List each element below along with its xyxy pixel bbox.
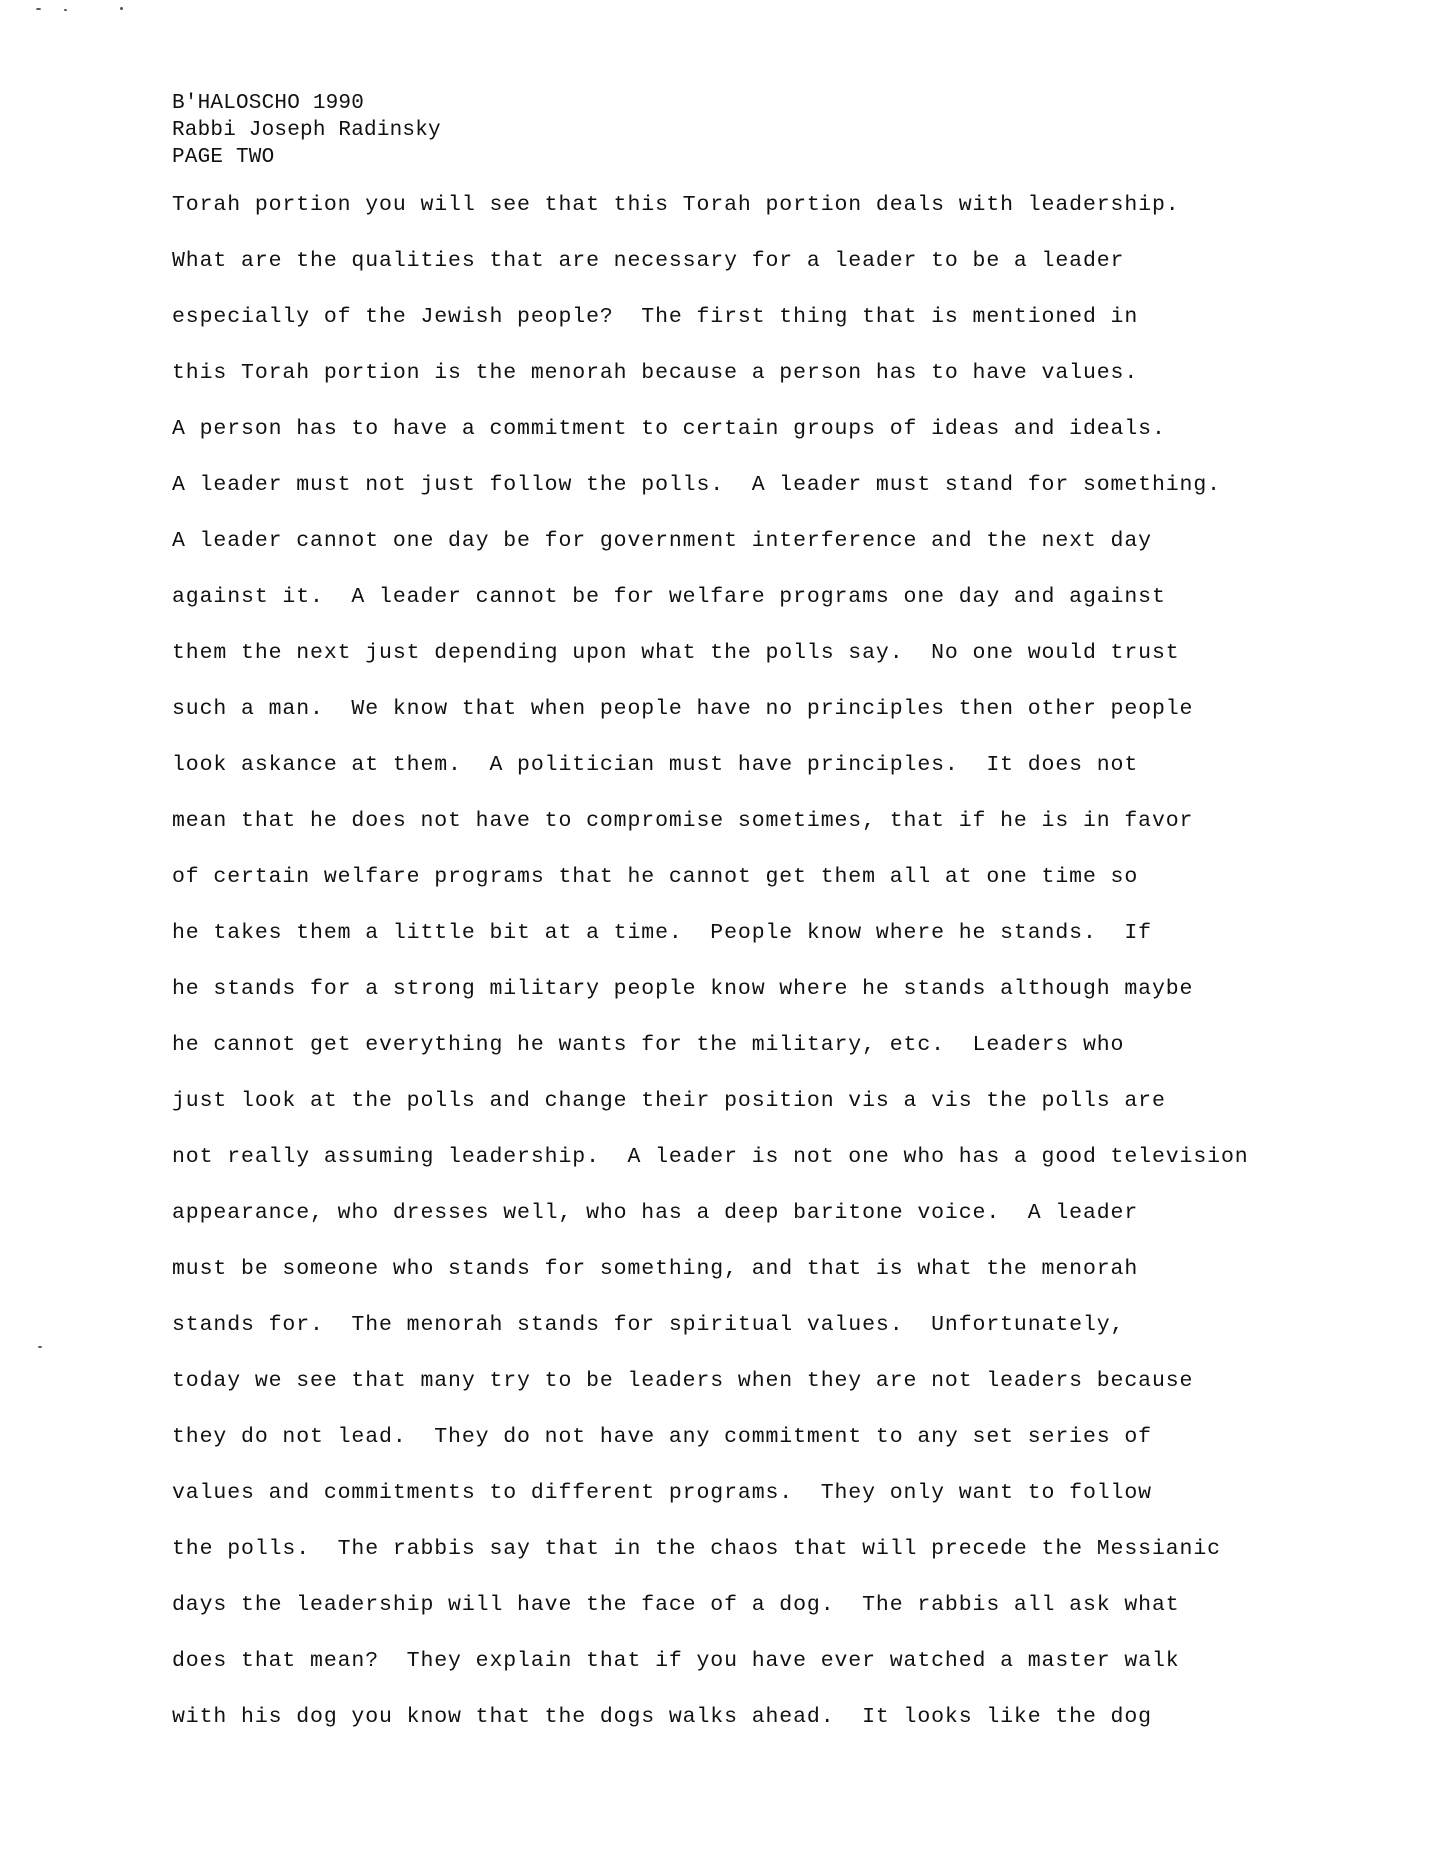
body-line: especially of the Jewish people? The first thing that is mentioned in <box>172 305 1139 329</box>
scan-speck <box>120 7 123 10</box>
body-line: appearance, who dresses well, who has a deep baritone voice. A leader <box>172 1201 1139 1225</box>
body-line: What are the qualities that are necessary for a leader to be a leader <box>172 249 1125 273</box>
scan-speck <box>36 8 41 10</box>
body-line: just look at the polls and change their position vis a vis the polls are <box>172 1089 1166 1113</box>
body-line: this Torah portion is the menorah because a person has to have values. <box>172 361 1139 385</box>
body-line: stands for. The menorah stands for spiritual values. Unfortunately, <box>172 1313 1125 1337</box>
body-line: must be someone who stands for something, and that is what the menorah <box>172 1257 1139 1281</box>
body-line: such a man. We know that when people have no principles then other people <box>172 697 1194 721</box>
body-line: of certain welfare programs that he cannot get them all at one time so <box>172 865 1139 889</box>
body-line: A person has to have a commitment to certain groups of ideas and ideals. <box>172 417 1166 441</box>
body-line: they do not lead. They do not have any commitment to any set series of <box>172 1425 1152 1449</box>
scan-speck <box>64 9 67 11</box>
body-line: not really assuming leadership. A leader is not one who has a good television <box>172 1145 1249 1169</box>
body-line: today we see that many try to be leaders when they are not leaders because <box>172 1369 1194 1393</box>
body-line: he cannot get everything he wants for the military, etc. Leaders who <box>172 1033 1125 1057</box>
body-line: with his dog you know that the dogs walks ahead. It looks like the dog <box>172 1705 1152 1729</box>
body-line: A leader cannot one day be for government interference and the next day <box>172 529 1152 553</box>
body-line: against it. A leader cannot be for welfare programs one day and against <box>172 585 1166 609</box>
body-line: look askance at them. A politician must have principles. It does not <box>172 753 1139 777</box>
body-line: A leader must not just follow the polls. A leader must stand for something. <box>172 473 1221 497</box>
document-body <box>172 190 1412 1758</box>
body-line: he takes them a little bit at a time. People know where he stands. If <box>172 921 1152 945</box>
body-line: does that mean? They explain that if you have ever watched a master walk <box>172 1649 1180 1673</box>
document-header <box>172 90 441 171</box>
body-line: Torah portion you will see that this Torah portion deals with leadership. <box>172 193 1180 217</box>
header-page-label: PAGE TWO <box>172 146 275 169</box>
body-line: them the next just depending upon what the polls say. No one would trust <box>172 641 1180 665</box>
body-line: he stands for a strong military people know where he stands although maybe <box>172 977 1194 1001</box>
header-title: B'HALOSCHO 1990 <box>172 92 365 115</box>
body-line: mean that he does not have to compromise sometimes, that if he is in favor <box>172 809 1194 833</box>
scan-speck <box>38 1346 42 1348</box>
body-line: days the leadership will have the face of a dog. The rabbis all ask what <box>172 1593 1180 1617</box>
body-line: values and commitments to different programs. They only want to follow <box>172 1481 1152 1505</box>
body-line: the polls. The rabbis say that in the chaos that will precede the Messianic <box>172 1537 1221 1561</box>
header-author: Rabbi Joseph Radinsky <box>172 119 441 142</box>
